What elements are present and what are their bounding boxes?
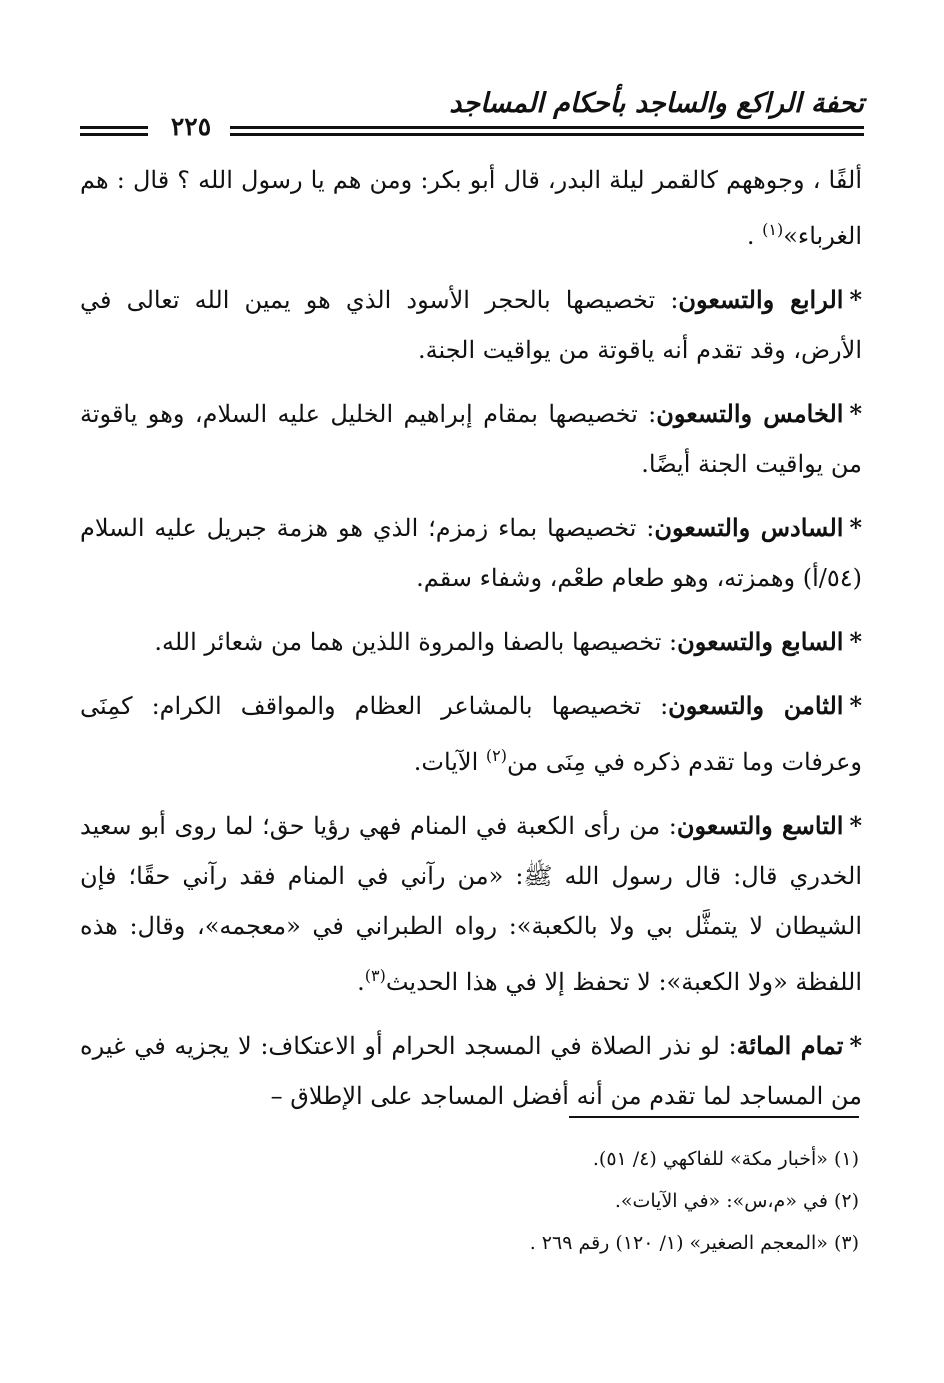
paragraph: [80, 801, 862, 1007]
paragraph-heading: الخامس والتسعون: [656, 399, 844, 428]
bullet-star-icon: *: [849, 513, 862, 542]
bullet-star-icon: *: [849, 285, 862, 314]
bullet-star-icon: *: [849, 399, 862, 428]
header-rule: [230, 126, 864, 129]
header-rule: [80, 133, 148, 136]
header-rule: [230, 133, 864, 136]
paragraph-text: تخصيصها بالحجر الأسود الذي هو يمين الله تعالى في الأرض، وقد تقدم أنه ياقوتة من يواقيت الجنة.: [80, 286, 862, 364]
paragraph: [80, 389, 862, 489]
paragraph-text: تخصيصها بمقام إبراهيم الخليل عليه السلام، وهو ياقوتة من يواقيت الجنة أيضًا.: [80, 400, 862, 478]
paragraph-heading: السابع والتسعون: [677, 627, 844, 656]
footnote: (٣) «المعجم الصغير» (١/ ١٢٠) رقم ٢٦٩ .: [529, 1232, 859, 1254]
paragraph-heading: التاسع والتسعون: [676, 811, 844, 840]
paragraph: [80, 275, 862, 375]
footnote-reference: (٣): [364, 966, 386, 985]
footnote: (٢) في «م،س»: «في الآيات».: [614, 1190, 859, 1212]
paragraph-text: من رأى الكعبة في المنام فهي رؤيا حق؛ لما روى أبو سعيد الخدري قال: قال رسول الله ﷺ: «من رآني في المنام فقد رآني حقًا؛ فإن الشيطان لا يتمثَّل بي ولا بالكعبة»: رواه الطبراني في «معجمه»، وقال: هذه اللفظة «ولا الكعبة»: لا تحفظ إلا في هذا الحديث: [80, 812, 862, 996]
paragraph-text: تخصيصها بماء زمزم؛ الذي هو هزمة جبريل عليه السلام (٥٤/أ) وهمزته، وهو طعام طعْم، وشفاء سقم.: [80, 514, 862, 592]
heading-colon: :: [641, 692, 669, 720]
footnote-separator: [569, 1116, 859, 1118]
footnote-reference: (٢): [485, 746, 508, 765]
paragraph-tail: .: [746, 222, 763, 250]
paragraph-text: لو نذر الصلاة في المسجد الحرام أو الاعتكاف: لا يجزيه في غيره من المساجد لما تقدم من أنه أفضل المساجد على الإطلاق –: [80, 1032, 862, 1110]
footnotes: [99, 1138, 859, 1264]
footnote-reference: (١): [762, 220, 784, 239]
footnote: (١) «أخبار مكة» للفاكهي (٤/ ٥١).: [592, 1148, 859, 1170]
paragraph-tail: الآيات.: [413, 748, 486, 776]
page-number: ٢٢٥: [170, 112, 212, 141]
paragraph: [80, 1021, 862, 1121]
bullet-star-icon: *: [849, 1031, 863, 1060]
paragraph-text: تخصيصها بالمشاعر العظام والمواقف الكرام: كمِنَى وعرفات وما تقدم ذكره في مِنَى من: [80, 692, 862, 776]
paragraph-heading: تمام المائة: [736, 1031, 844, 1060]
heading-colon: :: [660, 812, 677, 840]
paragraph-heading: السادس والتسعون: [654, 513, 844, 542]
body-text: [80, 155, 862, 1131]
page-header: [80, 82, 864, 142]
heading-colon: :: [655, 286, 679, 314]
bullet-star-icon: *: [849, 811, 862, 840]
heading-colon: :: [719, 1032, 737, 1060]
bullet-star-icon: *: [849, 691, 862, 720]
paragraph-tail: .: [357, 968, 365, 996]
heading-colon: :: [636, 514, 655, 542]
paragraph: [80, 503, 862, 603]
paragraph-text: تخصيصها بالصفا والمروة اللذين هما من شعائر الله.: [154, 628, 662, 656]
paragraph-text: ألفًا ، وجوههم كالقمر ليلة البدر، قال أبو بكر: ومن هم يا رسول الله ؟ قال : هم الغرباء»: [80, 166, 862, 250]
header-rule: [80, 126, 148, 129]
paragraph: [80, 681, 862, 787]
paragraph-heading: الرابع والتسعون: [678, 285, 844, 314]
heading-colon: :: [637, 400, 657, 428]
paragraph: [80, 155, 862, 261]
bullet-star-icon: *: [849, 627, 862, 656]
heading-colon: :: [661, 628, 678, 656]
paragraph-heading: الثامن والتسعون: [668, 691, 844, 720]
running-title: تحفة الراكع والساجد بأحكام المساجد: [449, 88, 864, 119]
paragraph: [80, 617, 862, 667]
